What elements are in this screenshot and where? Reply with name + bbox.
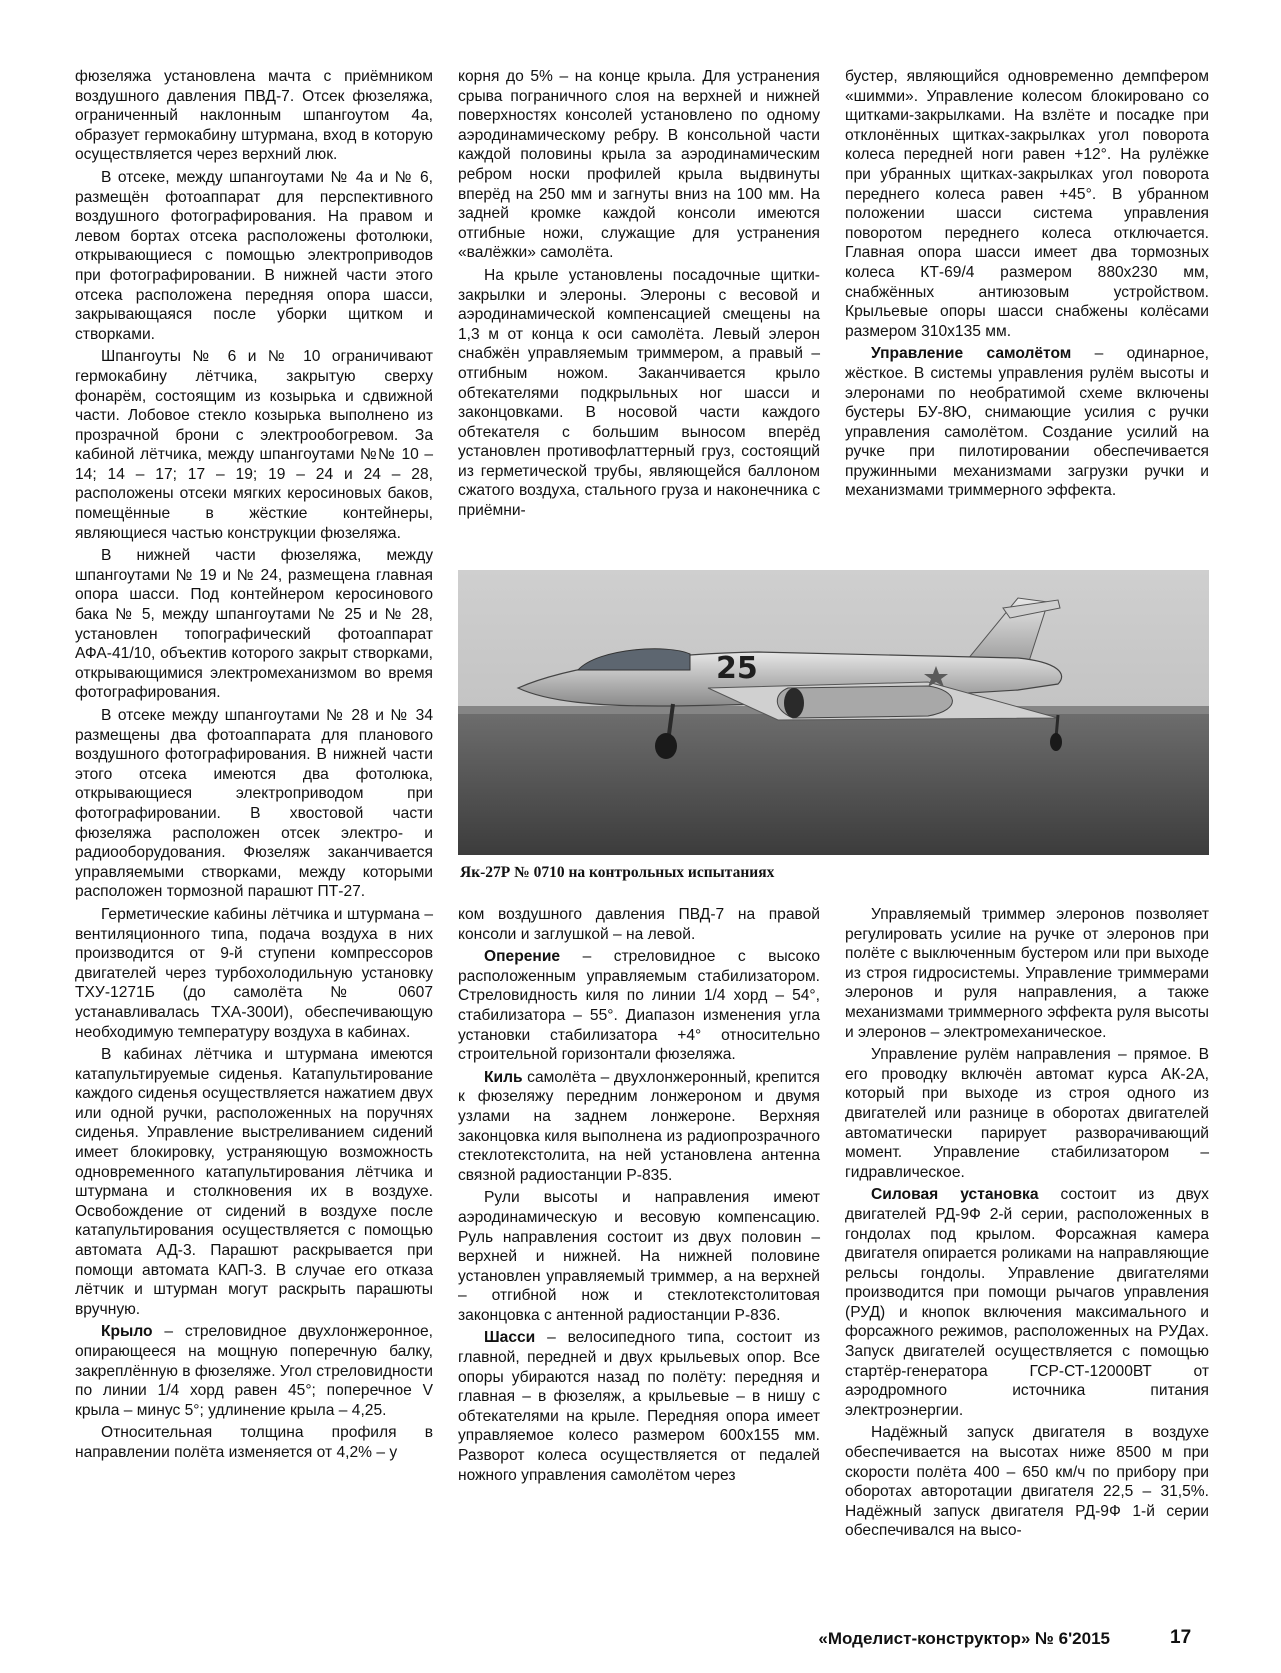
paragraph-text: состоит из двух двигателей РД-9Ф 2-й серии, расположенных в гондолах под крылом. Форсажная камера двигателя опирается роликами на направляющие рельсы гондолы. Управление двигателями производится при помощи рычагов управления (РУД) и кнопок включения максимального и форсажного режимов, расположенных на РУДах. Запуск двигателей осуществляется с помощью стартёр-генератора ГСР-СТ-12000ВТ от аэродромного источника питания электроэнергии.: [845, 1186, 1209, 1419]
paragraph-text: самолёта – двухлонжеронный, крепится к фюзеляжу передним лонжероном и двумя узлами на заднем лонжероне. Верхняя законцовка киля выполнена из радиопрозрачного стеклотекстолита, на ней установлена антенна связной радиостанции Р-835.: [458, 1068, 820, 1184]
paragraph: [75, 67, 433, 165]
paragraph: [845, 1185, 1209, 1420]
text-column-right-bottom: [845, 905, 1209, 1544]
paragraph-text: фюзеляжа установлена мачта с приёмником воздушного давления ПВД-7. Отсек фюзеляжа, ограниченный наклонным шпангоутом 4а, образует гермокабину штурмана, вход в которую осуществляется через верхний люк.: [75, 68, 433, 164]
paragraph-text: – стреловидное с высоко расположенным управляемым стабилизатором. Стреловидность киля по линии 1/4 хорд – 54°, стабилизатора – 55°. Диапазон изменения угла установки стабилизатора +4° относительно строительной горизонтали фюзеляжа.: [458, 948, 820, 1064]
aircraft-photo: [458, 570, 1209, 855]
paragraph-heading: Силовая установка: [871, 1186, 1039, 1204]
paragraph-text: ком воздушного давления ПВД-7 на правой консоли и заглушкой – на левой.: [458, 906, 820, 943]
paragraph-text: Управляемый триммер элеронов позволяет регулировать усилие на ручке от элеронов при полёте с выключенным бустером или при выходе из строя гидросистемы. Управление триммерами элеронов и руля направления, а также механизмами триммерного эффекта руля высоты и элеронов – электромеханическое.: [845, 906, 1209, 1041]
text-column-middle-bottom: [458, 905, 820, 1488]
aircraft-tail-number: 25: [716, 651, 758, 686]
paragraph-text: Управление рулём направления – прямое. В его проводку включён автомат курса АК-2А, который при выходе из строя одного из двигателей или разнице в оборотах двигателей автоматически парирует разворачивающий момент. Управление стабилизатором – гидравлическое.: [845, 1046, 1209, 1181]
paragraph: [845, 1045, 1209, 1182]
paragraph: [75, 706, 433, 902]
paragraph-text: В нижней части фюзеляжа, между шпангоутами № 19 и № 24, размещена главная опора шасси. Под контейнером керосинового бака № 5, между шпангоутами № 25 и № 28, установлен топографический фотоаппарат АФА-41/10, объектив которого закрыт створками, открывающимися электромеханизмом во время фотографирования.: [75, 547, 433, 702]
paragraph-heading: Крыло: [101, 1323, 153, 1341]
paragraph: [458, 1188, 820, 1325]
aircraft-illustration: [458, 570, 1209, 855]
paragraph-text: бустер, являющийся одновременно демпфером «шимми». Управление колесом блокировано со щитками-закрылками. На взлёте и посадке при отклонённых щитках-закрылках угол поворота колеса передней ноги равен +12°. На рулёжке при убранных щитках-закрылках угол поворота переднего колеса равен +45°. В убранном положении шасси система управления поворотом переднего колеса отключается. Главная опора шасси имеет два тормозных колеса КТ-69/4 размером 880х230 мм, снабжённых антиюзовым устройством. Крыльевые опоры шасси снабжены колёсами размером 310х135 мм.: [845, 68, 1209, 340]
paragraph-text: В кабинах лётчика и штурмана имеются катапультируемые сиденья. Катапультирование каждого сиденья осуществляется нажатием двух или одной ручки, расположенных на поручнях сиденья. Управление выстреливанием сидений имеет блокировку, устраняющую возможность одновременного катапультирования лётчика и штурмана и столкновения их в воздухе. Освобождение от сидений в воздухе после катапультирования осуществляется с помощью автомата АД-3. Парашют раскрывается при помощи автомата КАП-3. В случае его отказа лётчик и штурман могут раскрыть парашюты вручную.: [75, 1046, 433, 1318]
paragraph: [458, 1328, 820, 1485]
paragraph: [458, 905, 820, 944]
paragraph: [75, 347, 433, 543]
paragraph: [845, 1423, 1209, 1541]
paragraph-heading: Управление самолётом: [871, 345, 1072, 363]
text-column-middle-top: [458, 67, 820, 524]
paragraph: [75, 905, 433, 1042]
page-number: 17: [1170, 1627, 1192, 1648]
paragraph: [458, 1068, 820, 1186]
paragraph-text: Относительная толщина профиля в направлении полёта изменяется от 4,2% – у: [75, 1424, 433, 1461]
paragraph-text: Рули высоты и направления имеют аэродинамическую и весовую компенсацию. Руль направления состоит из двух половин – верхней и нижней. На нижней половине установлен управляемый триммер, а на верхней – отгибной нож и стеклотекстолитовая законцовка с антенной радиостанции Р-836.: [458, 1189, 820, 1324]
text-column-right-top: [845, 67, 1209, 504]
paragraph: [845, 344, 1209, 501]
paragraph-text: В отсеке, между шпангоутами № 4а и № 6, размещён фотоаппарат для перспективного воздушного фотографирования. На правом и левом бортах отсека расположены фотолюки, открывающиеся с помощью электроприводов при фотографировании. В нижней части этого отсека расположена передняя опора шасси, закрывающаяся после уборки щитком и створками.: [75, 168, 433, 343]
paragraph-text: – велосипедного типа, состоит из главной, передней и двух крыльевых опор. Все опоры убираются назад по полёту: передняя и главная – в фюзеляж, а крыльевые – в нишу с обтекателями на крыле. Передняя опора имеет управляемое колесо размером 600х155 мм. Разворот колеса осуществляется от педалей ножного управления самолётом через: [458, 1329, 820, 1484]
paragraph: [75, 1045, 433, 1319]
paragraph: [458, 67, 820, 263]
photo-caption: Як-27Р № 0710 на контрольных испытаниях: [460, 864, 775, 881]
paragraph-text: В отсеке между шпангоутами № 28 и № 34 размещены два фотоаппарата для планового воздушного фотографирования. В нижней части этого отсека имеются два фотолюка, открывающиеся электроприводом при фотографировании. В хвостовой части фюзеляжа расположен отсек электро- и радиооборудования. Фюзеляж заканчивается управляемыми створками, между которыми расположен тормозной парашют ПТ-27.: [75, 707, 433, 901]
text-column-left: [75, 67, 433, 1466]
paragraph-text: На крыле установлены посадочные щитки-закрылки и элероны. Элероны с весовой и аэродинамической компенсацией смещены на 1,3 м от конца к оси самолёта. Левый элерон снабжён управляемым триммером, а правый – отгибным ножом. Заканчивается крыло обтекателями подкрыльных ног шасси и законцовками. В носовой части каждого обтекателя с большим выносом вперёд установлен противофлаттерный груз, состоящий из герметической трубы, являющейся баллоном сжатого воздуха, стального груза и наконечника с приёмни-: [458, 266, 820, 520]
paragraph-text: Герметические кабины лётчика и штурмана – вентиляционного типа, подача воздуха в них производится от 9-й ступени компрессоров двигателей через турбохолодильную установку ТХУ-1271Б (до самолёта № 0607 устанавливалась ТХА-300И), обеспечивающую необходимую температуру воздуха в кабинах.: [75, 905, 433, 1041]
paragraph-text: Шпангоуты № 6 и № 10 ограничивают гермокабину лётчика, закрытую сверху фонарём, состоящим из козырька и сдвижной части. Лобовое стекло козырька выполнено из прозрачной брони с электрообогревом. За кабиной лётчика, между шпангоутами №№ 10 – 14; 14 – 17; 17 – 19; 19 – 24 и 24 – 28, расположены отсеки мягких керосиновых баков, помещённые в жёсткие контейнеры, являющиеся частью конструкции фюзеляжа.: [75, 348, 433, 542]
paragraph-text: Надёжный запуск двигателя в воздухе обеспечивается на высотах ниже 8500 м при скорости полёта 400 – 650 км/ч по прибору при оборотах авторотации двигателя 22,5 – 31,5%. Надёжный запуск двигателя РД-9Ф 1-й серии обеспечивался на высо-: [845, 1424, 1209, 1540]
magazine-title: «Моделист-конструктор» № 6'2015: [818, 1629, 1110, 1648]
paragraph-text: корня до 5% – на конце крыла. Для устранения срыва пограничного слоя на верхней и нижней поверхностях консолей установлено по одному аэродинамическому ребру. В консольной части каждой половины крыла за аэродинамическим ребром носки профилей крыла выдвинуты вперёд на 250 мм и загнуты вниз на 100 мм. На задней кромке каждой консоли имеются отгибные ножи, служащие для устранения «валёжки» самолёта.: [458, 68, 820, 262]
paragraph: [75, 1423, 433, 1462]
paragraph: [845, 905, 1209, 1042]
paragraph: [458, 947, 820, 1065]
paragraph: [458, 266, 820, 521]
paragraph-heading: Оперение: [484, 948, 561, 966]
paragraph: [75, 546, 433, 703]
paragraph: [845, 67, 1209, 341]
paragraph-heading: Киль: [484, 1068, 523, 1086]
paragraph-text: – одинарное, жёсткое. В системы управления рулём высоты и элеронами по необратимой схеме включены бустеры БУ-8Ю, снимающие усилия с ручки управления самолётом. Создание усилий на ручке при пилотировании обеспечивается пружинными механизмами загрузки ручки и механизмами триммерного эффекта.: [845, 345, 1209, 500]
paragraph: [75, 168, 433, 344]
paragraph-text: – стреловидное двухлонжеронное, опирающееся на мощную поперечную балку, закреплённую в фюзеляже. Угол стреловидности по линии 1/4 хорд равен 45°; поперечное V крыла – минус 5°; удлинение крыла – 4,25.: [75, 1323, 433, 1419]
paragraph-heading: Шасси: [484, 1329, 536, 1347]
paragraph: [75, 1322, 433, 1420]
